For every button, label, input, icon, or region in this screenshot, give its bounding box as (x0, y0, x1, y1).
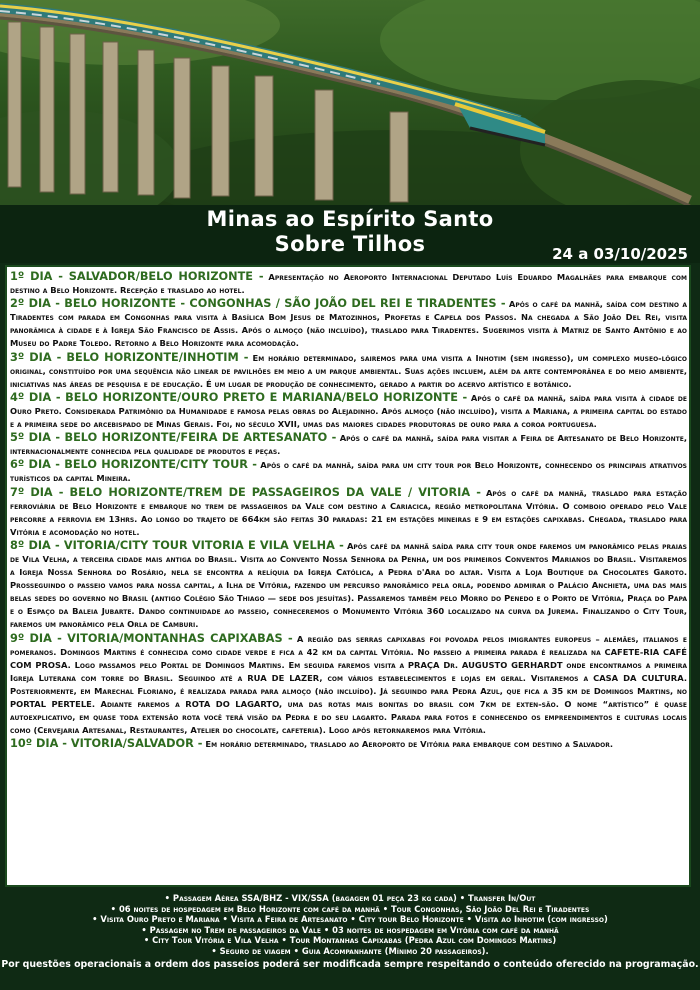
itinerary-day (10, 458, 687, 485)
day-heading: 3º DIA - BELO HORIZONTE/INHOTIM - (10, 350, 249, 364)
itinerary-day (10, 486, 687, 539)
itinerary-day (10, 270, 687, 297)
day-description: Após o café da manhã, saída para um city tour por Belo Horizonte, conhecendo os principais atrativos turísticos da capital Mineira. (10, 460, 687, 484)
day-description: Após o café da manhã, saída para visitar a Feira de Artesanato de Belo Horizonte, internacionalmente conhecida pela qualidade de produtos e peças. (10, 433, 687, 457)
day-description: Após o café da manhã, saída com destino a Tiradentes com parada em Congonhas para visita à Basílica Bom Jesus de Matozinhos, Profetas e Capela dos Passos. Na chegada a São João Del Rei, visita panorâmica à cidade e à Igreja São Francisco de Assis. Após o almoço (não incluído), traslado para Tiradentes. Sugerimos visita à Matriz de Santo Antônio e ao Museu do Padre Toledo. Retorno a Belo Horizonte para acomodação. (10, 299, 687, 349)
day-heading: 6º DIA - BELO HORIZONTE/CITY TOUR - (10, 458, 257, 472)
day-description: Após café da manhã saída para city tour onde faremos um panorâmico pelas praias de Vila Velha, a terceira cidade mais antiga do Brasil. Visita ao Convento Nossa Senhora da Penha, um dos primeiros Conventos Marianos do Brasil. Visitaremos a Igreja Nossa Senhora do Rosário, nela se encontra a relíquia da Igreja Católica, a Pedra d'Ara do altar. Visita a Loja Boutique da Chocolates Garoto. Prosseguindo o passeio vamos para nossa capital, a Ilha de Vitória, fazendo um percurso panorâmico pela orla, podendo admirar o Palácio Anchieta, uma das mais belas sedes do governo no Brasil (antigo Colégio São Thiago — sede dos jesuítas). Passaremos também pelo Morro do Penedo e o Porto de Vitória, Praça do Papa e o Espaço da Baleia Jubarte. Dando continuidade ao passeio, conheceremos o Monumento Vitória 360 localizado na curva da Jurema. Finalizando o City Tour, faremos um panorâmico pela Orla de Camburi. (10, 540, 687, 630)
day-description: Apresentação no Aeroporto Internacional Deputado Luís Eduardo Magalhães para embarque com destino a Belo Horizonte. Recepção e traslado ao hotel. (10, 272, 687, 296)
itinerary-day (10, 297, 687, 350)
day-heading: 9º DIA - VITORIA/MONTANHAS CAPIXABAS - (10, 631, 293, 645)
itinerary-day (10, 351, 687, 391)
operational-note: Por questões operacionais a ordem dos passeios poderá ser modificada sempre respeitando o conteúdo oferecido na programação. (1, 958, 699, 970)
included-line: • Seguro de viagem • Guia Acompanhante (Mínimo 20 passageiros). (211, 945, 489, 956)
hero-photo-train-viaduct (0, 0, 700, 205)
day-heading: 1º DIA - SALVADOR/BELO HORIZONTE - (10, 270, 264, 283)
day-heading: 2º DIA - BELO HORIZONTE - CONGONHAS / SÃO JOÃO DEL REI E TIRADENTES - (10, 297, 506, 311)
day-heading: 4º DIA - BELO HORIZONTE/OURO PRETO E MARIANA/BELO HORIZONTE - (10, 390, 468, 404)
day-description: A região das serras capixabas foi povoada pelos imigrantes europeus – alemães, italianos e pomeranos. Domingos Martins é conhecida como cidade verde e fica a 42 km da capital Vitória. No passeio a primeira parada é realizada na CAFETE-RIA CAFÉ COM PROSA. Logo passamos pelo Portal de Domingos Martins. Em seguida faremos visita a PRAÇA Dr. AUGUSTO GERHARDT onde encontramos a primeira Igreja Luterana com torre do Brasil. Seguindo até a RUA DE LAZER, com vários estabelecimentos e lojas em geral. Visitaremos a CASA DA CULTURA. Posteriormente, em Marechal Floriano, é realizada parada para almoço (não incluído). Já seguindo para Pedra Azul, que fica a 35 km de Domingos Martins, no PORTAL PERTELE. Adiante faremos a ROTA DO LAGARTO, uma das rotas mais bonitas do brasil com 7km de exten-são. O nome “artístico” é quase autoexplicativo, em quase toda extensão rota você terá visão da Pedra e do seu lagarto. Parada para fotos e conhecendo os empreendimentos e culturas locais como (Cervejaria Artesanal, Restaurantes, Atelier do chocolate, cafeteria). Logo após retornaremos para Vitória. (10, 633, 687, 736)
itinerary-day (10, 737, 687, 751)
day-description: Em horário determinado, sairemos para uma visita a Inhotim (sem ingresso), um complexo museo-lógico original, constituído por uma sequência não linear de pavilhões em meio a um parque ambiental. Suas ações incluem, além da arte contemporânea e do meio ambiente, iniciativas nas áreas de pesquisa e de educação. É um lugar de produção de conhecimento, gerado a partir do acervo artístico e botânico. (10, 352, 687, 389)
included-line: • Passagem no Trem de passageiros da Vale • 03 noites de hospedagem em Vitória com café da manhã (141, 924, 559, 935)
itinerary-panel (5, 265, 691, 887)
day-heading: 5º DIA - BELO HORIZONTE/FEIRA DE ARTESANATO - (10, 431, 337, 445)
day-description: Em horário determinado, traslado ao Aeroporto de Vitória para embarque com destino a Salvador. (202, 739, 614, 750)
itinerary-day (10, 431, 687, 458)
included-line: • Passagem Aérea SSA/BHZ - VIX/SSA (bagagem 01 peça 23 kg cada) • Transfer In/Out (164, 893, 536, 903)
included-line: • 06 noites de hospedagem em Belo Horizonte com café da manhã • Tour Congonhas, São João Del Rei e Tiradentes (110, 903, 590, 914)
itinerary-day (10, 632, 687, 738)
day-description: Após o café da manhã, saída para visita à cidade de Ouro Preto. Considerada Patrimônio da Humanidade e famosa pelas obras do Alejadinho. Após almoço (não incluído), visita a Mariana, a primeira capital do estado e a primeira sede do arcebispado de Minas Gerais. Foi, no século XVII, umas das maiores cidades produtoras de ouro para a coroa portuguesa. (10, 392, 687, 430)
page-subtitle: Sobre Tilhos (274, 232, 426, 256)
day-heading: 10º DIA - VITORIA/SALVADOR - (10, 737, 203, 751)
day-description: Após o café da manhã, traslado para estação ferroviária de Belo Horizonte e embarque no trem de passageiros da Vale com destino a Cariacica, região metropolitana Vitória. O comboio operado pelo Vale percorre a ferrovia em 13hrs. Ao longo do trajeto de 664km são feitas 30 paradas: 21 em estações mineiras e 9 em estações capixabas. Chegada, traslado para Vitória e acomodação no hotel. (10, 487, 687, 537)
day-heading: 8º DIA - VITORIA/CITY TOUR VITORIA E VILA VELHA - (10, 538, 344, 552)
train-viaduct-illustration (0, 0, 700, 205)
included-items (0, 893, 700, 990)
itinerary-day (10, 539, 687, 632)
day-heading: 7º DIA - BELO HORIZONTE/TREM DE PASSAGEIROS DA VALE / VITORIA - (10, 485, 481, 499)
itinerary-day (10, 391, 687, 431)
trip-dates: 24 a 03/10/2025 (552, 245, 688, 263)
page-title: Minas ao Espírito Santo (206, 207, 494, 231)
included-line: • City Tour Vitória e Vila Velha • Tour Montanhas Capixabas (Pedra Azul com Domingos Martins) (143, 935, 557, 946)
included-line: • Visita Ouro Preto e Mariana • Visita a Feira de Artesanato • City tour Belo Horizonte • Visita ao Inhotim (com ingresso) (92, 914, 608, 925)
